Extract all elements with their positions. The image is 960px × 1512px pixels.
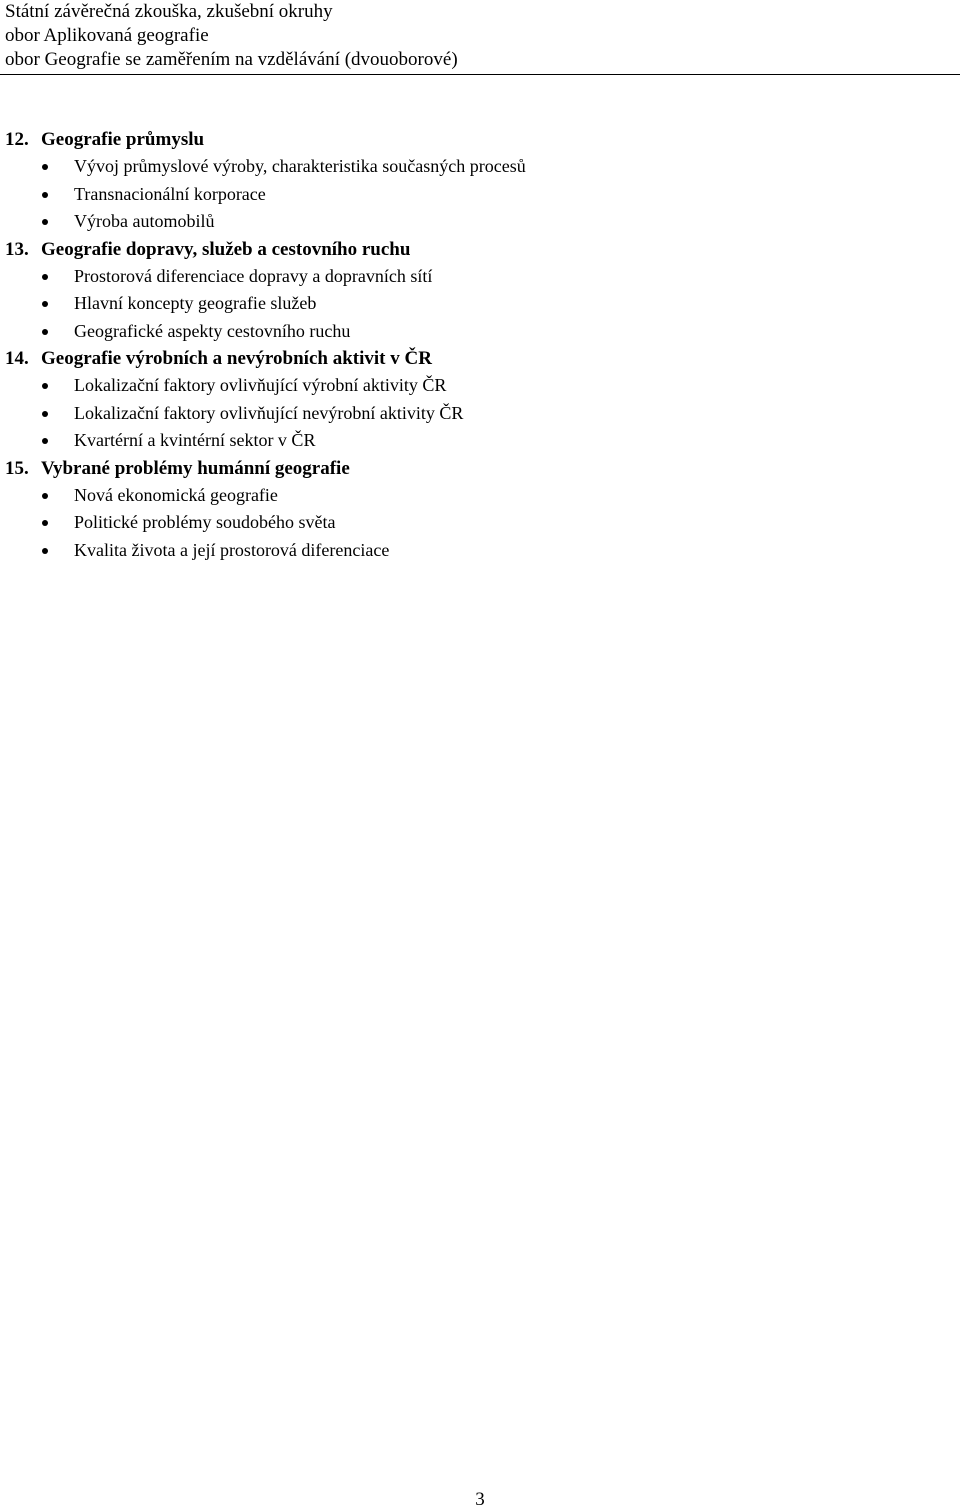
list-item-text: Lokalizační faktory ovlivňující nevýrobní aktivity ČR bbox=[74, 402, 464, 423]
list-item bbox=[5, 318, 945, 346]
list-item-text: Transnacionální korporace bbox=[74, 183, 266, 204]
section-12 bbox=[5, 127, 945, 236]
section-13 bbox=[5, 237, 945, 346]
list-item-text: Vývoj průmyslové výroby, charakteristika současných procesů bbox=[74, 156, 526, 176]
list-item bbox=[5, 482, 945, 510]
section-heading bbox=[5, 346, 945, 372]
bullet-icon bbox=[42, 219, 48, 225]
bullet-icon bbox=[42, 192, 48, 198]
section-14 bbox=[5, 346, 945, 455]
bullet-icon bbox=[42, 548, 48, 554]
header-program-education: obor Geografie se zaměřením na vzdělávání (dvouoborové) bbox=[5, 49, 458, 70]
list-item-text: Výroba automobilů bbox=[74, 211, 215, 231]
list-item bbox=[5, 290, 945, 318]
page-number: 3 bbox=[475, 1489, 485, 1510]
section-number: 12. bbox=[5, 129, 29, 150]
list-item-text: Kvartérní a kvintérní sektor v ČR bbox=[74, 430, 316, 450]
bullet-icon bbox=[42, 493, 48, 499]
section-item-list bbox=[5, 482, 945, 565]
bullet-icon bbox=[42, 164, 48, 170]
section-heading bbox=[5, 237, 945, 263]
bullet-icon bbox=[42, 520, 48, 526]
list-item-text: Politické problémy soudobého světa bbox=[74, 512, 336, 532]
header-title: Státní závěrečná zkouška, zkušební okruhy bbox=[5, 1, 333, 22]
section-number: 14. bbox=[5, 348, 29, 369]
section-item-list bbox=[5, 372, 945, 455]
section-item-list bbox=[5, 263, 945, 346]
list-item-text: Nová ekonomická geografie bbox=[74, 484, 278, 505]
list-item bbox=[5, 263, 945, 291]
section-number: 15. bbox=[5, 457, 29, 479]
bullet-icon bbox=[42, 411, 48, 417]
section-title: Vybrané problémy humánní geografie bbox=[41, 457, 350, 479]
section-title: Geografie průmyslu bbox=[41, 129, 205, 150]
list-item bbox=[5, 537, 945, 565]
list-item-text: Geografické aspekty cestovního ruchu bbox=[74, 320, 351, 341]
list-item-text: Lokalizační faktory ovlivňující výrobní aktivity ČR bbox=[74, 375, 447, 395]
exam-topics bbox=[5, 126, 945, 564]
list-item bbox=[5, 153, 945, 181]
bullet-icon bbox=[42, 438, 48, 444]
section-title: Geografie dopravy, služeb a cestovního ruchu bbox=[41, 238, 411, 260]
section-title: Geografie výrobních a nevýrobních aktivit v ČR bbox=[41, 348, 432, 369]
section-number: 13. bbox=[5, 238, 29, 260]
bullet-icon bbox=[42, 301, 48, 307]
list-item bbox=[5, 509, 945, 537]
list-item bbox=[5, 208, 945, 236]
section-item-list bbox=[5, 153, 945, 236]
header-divider bbox=[0, 74, 960, 75]
section-heading bbox=[5, 127, 945, 153]
page-header bbox=[5, 0, 960, 72]
section-heading bbox=[5, 456, 945, 482]
list-item bbox=[5, 427, 945, 455]
section-15 bbox=[5, 456, 945, 565]
list-item bbox=[5, 400, 945, 428]
bullet-icon bbox=[42, 329, 48, 335]
list-item-text: Hlavní koncepty geografie služeb bbox=[74, 293, 317, 313]
list-item-text: Kvalita života a její prostorová diferenciace bbox=[74, 539, 390, 560]
list-item bbox=[5, 372, 945, 400]
bullet-icon bbox=[42, 274, 48, 280]
list-item bbox=[5, 181, 945, 209]
header-program-applied: obor Aplikovaná geografie bbox=[5, 25, 209, 46]
list-item-text: Prostorová diferenciace dopravy a dopravních sítí bbox=[74, 265, 433, 286]
bullet-icon bbox=[42, 383, 48, 389]
